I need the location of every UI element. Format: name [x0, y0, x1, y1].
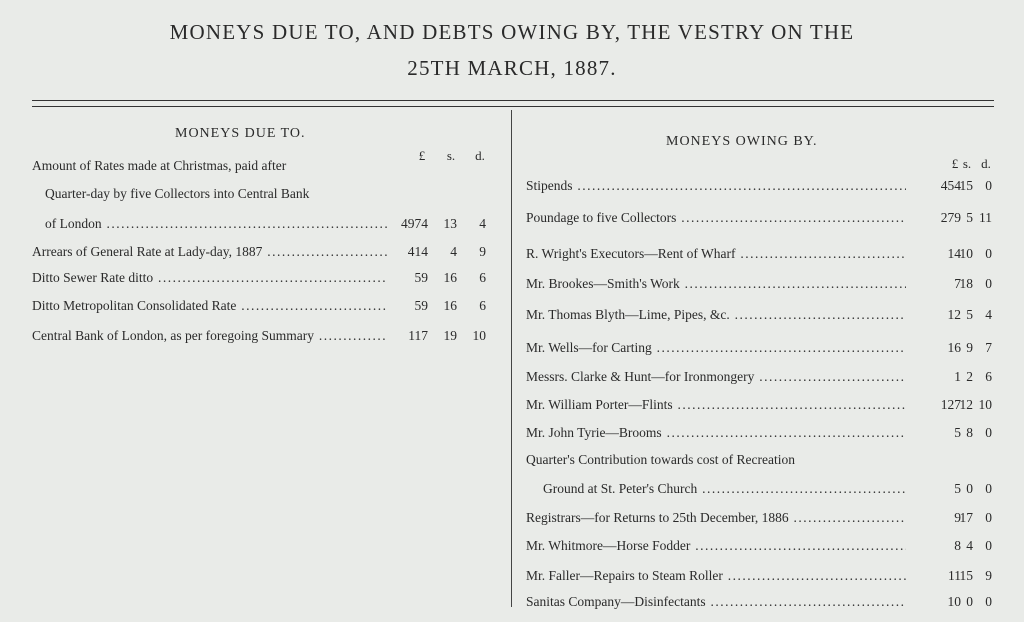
amount-pence: 9: [985, 568, 992, 583]
ledger-description: Stipends .....: [526, 178, 906, 194]
amount-pence: 0: [985, 276, 992, 291]
amount-pounds: 14: [947, 246, 961, 261]
amount-shillings: 0: [966, 594, 973, 609]
ledger-row: [526, 452, 994, 474]
amount-pence: 0: [985, 481, 992, 496]
top-rule: [32, 100, 994, 101]
amount-shillings: 9: [966, 340, 973, 355]
amount-pence: 10: [978, 397, 992, 412]
ledger-row: [526, 538, 994, 560]
ledger-description: Sanitas Company—Disinfectants .....: [526, 594, 906, 610]
amount-pounds: 12: [947, 307, 961, 322]
amount-pence: 0: [985, 538, 992, 553]
amount-shillings: 13: [443, 216, 457, 231]
ledger-row: [526, 425, 994, 447]
ledger-row: [526, 340, 994, 362]
amount-shillings: 4: [966, 538, 973, 553]
amount-pence: 0: [985, 594, 992, 609]
amount-pence: 0: [985, 178, 992, 193]
ledger-row: [32, 158, 494, 180]
ledger-description: Amount of Rates made at Christmas, paid after: [32, 158, 287, 173]
amount-pence: 4: [985, 307, 992, 322]
amount-pounds: 5: [954, 425, 961, 440]
ledger-description: Ditto Metropolitan Consolidated Rate .....: [32, 298, 387, 314]
ledger-description: Mr. Wells—for Carting .....: [526, 340, 906, 356]
amount-pounds: 127: [940, 397, 961, 412]
amount-shillings: 16: [443, 270, 457, 285]
amount-pounds: 4974: [401, 216, 428, 231]
currency-s-label: s.: [962, 156, 972, 171]
ledger-description: Poundage to five Collectors .....: [526, 210, 906, 226]
amount-pence: 6: [479, 298, 486, 313]
ledger-description: Mr. Faller—Repairs to Steam Roller .....: [526, 568, 906, 584]
amount-shillings: 15: [959, 568, 973, 583]
amount-pounds: 5: [954, 481, 961, 496]
amount-pounds: 279: [940, 210, 961, 225]
amount-pence: 10: [472, 328, 486, 343]
ledger-description: Mr. Brookes—Smith's Work .....: [526, 276, 906, 292]
currency-s-label: s.: [446, 148, 456, 163]
amount-pounds: 59: [414, 298, 428, 313]
ledger-row: [526, 568, 994, 590]
ledger-row: [32, 186, 494, 208]
amount-shillings: 12: [959, 397, 973, 412]
amount-pounds: 10: [947, 594, 961, 609]
currency-l-label: £: [418, 148, 426, 163]
amount-pounds: 454: [940, 178, 961, 193]
amount-pence: 0: [985, 246, 992, 261]
amount-pounds: 11: [948, 568, 961, 583]
amount-shillings: 8: [966, 425, 973, 440]
amount-shillings: 18: [959, 276, 973, 291]
page-title: MONEYS DUE TO, AND DEBTS OWING BY, THE VESTRY ON THE: [169, 20, 855, 44]
ledger-row: [526, 307, 994, 329]
amount-pounds: 16: [947, 340, 961, 355]
ledger-row: [32, 216, 494, 238]
ledger-row: [32, 298, 494, 320]
amount-pounds: 414: [407, 244, 428, 259]
amount-pence: 6: [985, 369, 992, 384]
ledger-row: [526, 369, 994, 391]
amount-shillings: 5: [966, 210, 973, 225]
amount-pounds: 59: [414, 270, 428, 285]
currency-d-label: d.: [475, 148, 485, 163]
amount-shillings: 10: [959, 246, 973, 261]
amount-pence: 4: [479, 216, 486, 231]
ledger-row: [526, 397, 994, 419]
ledger-description: Registrars—for Returns to 25th December, 1886 .....: [526, 510, 906, 526]
ledger-description: Messrs. Clarke & Hunt—for Ironmongery .....: [526, 369, 906, 385]
amount-pence: 9: [479, 244, 486, 259]
ledger-description: Quarter's Contribution towards cost of Recreation: [526, 452, 795, 467]
currency-l-label: £: [951, 156, 959, 171]
amount-pounds: 117: [408, 328, 428, 343]
ledger-description: Mr. Whitmore—Horse Fodder .....: [526, 538, 906, 554]
amount-shillings: 0: [966, 481, 973, 496]
ledger-row: [32, 244, 494, 266]
amount-shillings: 17: [959, 510, 973, 525]
ledger-row: [526, 246, 994, 268]
ledger-row: [526, 510, 994, 532]
amount-shillings: 16: [443, 298, 457, 313]
ledger-row: [526, 481, 994, 503]
amount-pence: 0: [985, 510, 992, 525]
amount-shillings: 5: [966, 307, 973, 322]
amount-pounds: 8: [954, 538, 961, 553]
ledger-row: [526, 210, 994, 232]
right-heading: MONEYS OWING BY.: [666, 134, 818, 149]
amount-pence: 6: [479, 270, 486, 285]
ledger-row: [526, 178, 994, 200]
ledger-row: [526, 276, 994, 298]
amount-shillings: 19: [443, 328, 457, 343]
ledger-row: [32, 270, 494, 292]
amount-shillings: 15: [959, 178, 973, 193]
amount-shillings: 4: [450, 244, 457, 259]
ledger-description: Ditto Sewer Rate ditto .....: [32, 270, 387, 286]
currency-d-label: d.: [981, 156, 991, 171]
ledger-description: Mr. William Porter—Flints .....: [526, 397, 906, 413]
amount-pounds: 7: [954, 276, 961, 291]
ledger-row: [526, 594, 994, 616]
amount-shillings: 2: [966, 369, 973, 384]
ledger-description: Mr. Thomas Blyth—Lime, Pipes, &c. .....: [526, 307, 906, 323]
ledger-description: Central Bank of London, as per foregoing Summary .....: [32, 328, 387, 344]
amount-pence: 0: [985, 425, 992, 440]
amount-pounds: 1: [954, 369, 961, 384]
ledger-description: Quarter-day by five Collectors into Central Bank: [45, 186, 310, 201]
ledger-description: Ground at St. Peter's Church .....: [543, 481, 906, 497]
amount-pence: 7: [985, 340, 992, 355]
top-rule-thin: [32, 106, 994, 107]
column-divider: [511, 110, 512, 607]
ledger-description: R. Wright's Executors—Rent of Wharf .....: [526, 246, 906, 262]
ledger-description: Mr. John Tyrie—Brooms .....: [526, 425, 906, 441]
ledger-description: of London .....: [45, 216, 387, 232]
amount-pence: 11: [979, 210, 992, 225]
ledger-description: Arrears of General Rate at Lady-day, 1887 .....: [32, 244, 387, 260]
left-heading: MONEYS DUE TO.: [175, 126, 306, 141]
amount-pounds: 9: [954, 510, 961, 525]
ledger-row: [32, 328, 494, 350]
page-subtitle-date: 25TH MARCH, 1887.: [407, 56, 617, 80]
